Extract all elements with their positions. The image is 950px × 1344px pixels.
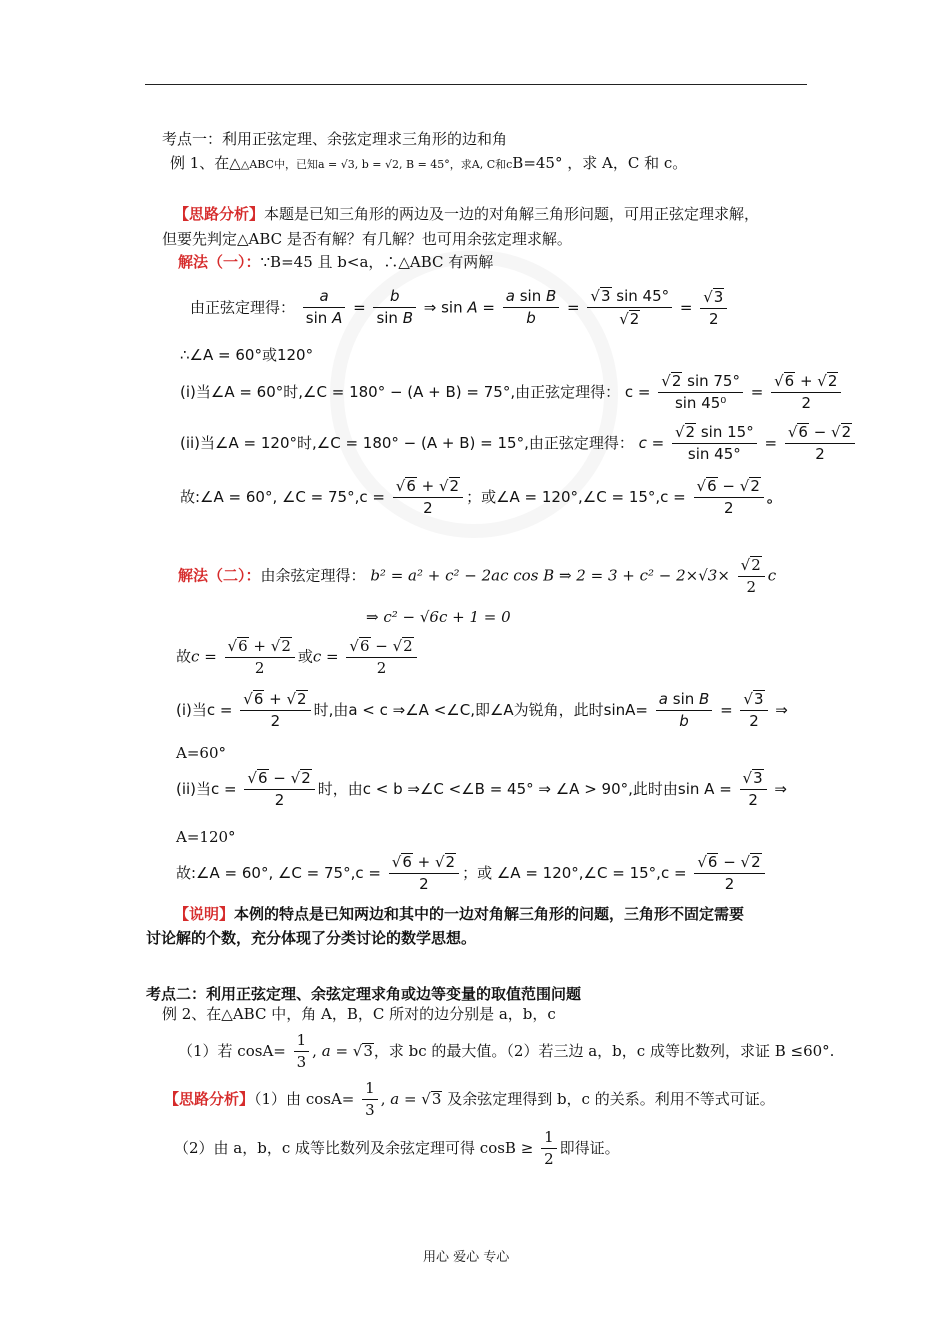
header-rule	[145, 84, 807, 85]
m2-conclusion-mid: ；或 ∠A = 120°,∠C = 15°,c =	[462, 863, 687, 882]
analysis2-line2: （2）由 a，b，c 成等比数列及余弦定理可得 cosB ≥ $\frac{1}{2}$ 即得证。	[174, 1128, 620, 1169]
note-text1: 本例的特点是已知两边和其中的一边对角解三角形的问题，三角形不固定需要	[234, 905, 745, 923]
page-footer: 用心 爱心 专心	[423, 1250, 510, 1265]
m2-case1-mid: 时,由a < c ⇒∠A <∠C,即∠A为锐角，此时sinA=	[313, 700, 648, 719]
m2-case1: (i)当c = $\frac{√6 + √2}{2}$ 时,由a < c ⇒∠A <∠C,即∠A为锐角，此时sinA= $\frac{\text{a sin B}}{b}$ = $\frac{√3}{2}$ ⇒	[176, 689, 788, 731]
method2-solutions: 故c = $\frac{√6 + √2}{2}$ 或c = $\frac{√6 - √2}{2}$	[176, 637, 420, 678]
m2-case1-result: A=60°	[176, 744, 226, 762]
method2-label: 解法（二）：	[178, 566, 261, 585]
method2-eq2: ⇒ c² − √6c + 1 = 0	[366, 608, 511, 626]
sine-law-prefix: 由正弦定理得：	[190, 298, 296, 317]
analysis2b-tail: 即得证。	[559, 1138, 620, 1157]
analysis1-line2: 但要先判定△ABC 是否有解？有几解？也可用余弦定理求解。	[162, 230, 572, 248]
case1-prefix: (i)当∠A = 60°时,∠C = 180° − (A + B) = 75°,由正弦定理得：	[180, 382, 621, 401]
example1-tail: B=45° ，求 A，C 和 c。	[512, 154, 688, 172]
analysis2-prefix: （1）由 cosA=	[254, 1089, 355, 1108]
section2-title: 考点二：利用正弦定理、余弦定理求角或边等变量的取值范围问题	[146, 985, 582, 1003]
m1-conclusion-prefix: 故:∠A = 60°, ∠C = 75°,c =	[180, 487, 385, 506]
method2-conclusion: 故:∠A = 60°, ∠C = 75°,c = $\frac{√6 + √2}{2}$ ；或 ∠A = 120°,∠C = 15°,c = $\frac{√6 - √2}{2}$	[176, 853, 768, 894]
m2-case2: (ii)当c = $\frac{√6 - √2}{2}$ 时，由c < b ⇒∠C <∠B = 45° ⇒ ∠A > 90°,此时由sin A = $\frac{√3}{2}$ ⇒	[176, 769, 787, 810]
case1-line: (i)当∠A = 60°时,∠C = 180° − (A + B) = 75°,由正弦定理得： c = $\frac{√2 \sin 75^\circ}{\text{sin 45⁰}}$ = $\frac{√6 + √2}{2}$	[180, 372, 844, 413]
method2-eq1: 解法（二）：由余弦定理得： b² = a² + c² − 2ac cos B ⇒ 2 = 3 + c² − 2×√3× $\frac{√2}{2}$ c	[178, 556, 777, 597]
m2-sol-prefix: 故	[176, 647, 192, 666]
example1-inline: △ABC中，已知a = √3, b = √2, B = 45°，求A, C和c	[240, 158, 513, 171]
example1-label: 例 1、在△	[170, 154, 241, 172]
case2-line: (ii)当∠A = 120°时,∠C = 180° − (A + B) = 15°,由正弦定理得： c = $\frac{√2 \sin 15^\circ}{\sin 45^\circ}$ = $\frac{√6 - √2}{2}$	[180, 423, 858, 464]
analysis2-label: 【思路分析】	[164, 1089, 255, 1108]
m2-case2-result: A=120°	[176, 828, 236, 846]
section1-title: 考点一：利用正弦定理、余弦定理求三角形的边和角	[162, 130, 508, 148]
m2-case2-prefix: (ii)当c =	[176, 779, 237, 798]
example2-q1: （1）若 cosA= $\frac{1}{3}$ , a = √3，求 bc 的最大值。（2）若三边 a，b，c 成等比数列，求证 B ≤60°.	[178, 1031, 835, 1072]
case2-prefix: (ii)当∠A = 120°时,∠C = 180° − (A + B) = 15°,由正弦定理得：	[180, 433, 634, 452]
note-label: 【说明】	[174, 905, 235, 923]
example2: 例 2、在△ABC 中，角 A，B，C 所对的边分别是 a，b，c	[162, 1005, 556, 1023]
method1-header	[178, 255, 493, 270]
analysis1-text1: 本题是已知三角形的两边及一边的对角解三角形问题，可用正弦定理求解，	[264, 205, 760, 223]
m2-case1-prefix: (i)当c =	[176, 700, 233, 719]
note-line1	[174, 907, 744, 922]
sine-law-equation: 由正弦定理得： $\frac{a}{\text{sin A}}$ = $\frac{b}{\text{sin B}}$ ⇒ sin A = $\frac{\text{a sin B}}{b}$ = $\frac{√3 \sin 45^\circ}{√2}$ = $\frac{√3}{2}$	[190, 287, 730, 329]
method2-eq1-text: b² = a² + c² − 2ac cos B ⇒ 2 = 3 + c² − 2×√3×	[370, 566, 730, 585]
method1-conclusion: 故:∠A = 60°, ∠C = 75°,c = $\frac{√6 + √2}{2}$ ；或∠A = 120°,∠C = 15°,c = $\frac{√6 - √2}{2}$ 。	[180, 477, 782, 518]
analysis1-line1	[174, 207, 759, 222]
q1-prefix: （1）若 cosA=	[178, 1041, 286, 1060]
method1-label: 解法（一）：	[178, 253, 261, 271]
method2-text: 由余弦定理得：	[260, 566, 366, 585]
analysis1-label: 【思路分析】	[174, 205, 265, 223]
analysis2b-prefix: （2）由 a，b，c 成等比数列及余弦定理可得 cosB ≥	[174, 1138, 534, 1157]
analysis2-tail: 及余弦定理得到 b，c 的关系。利用不等式可证。	[447, 1089, 775, 1108]
m1-conclusion-mid: ；或∠A = 120°,∠C = 15°,c =	[466, 487, 686, 506]
analysis2-line1: 【思路分析】（1）由 cosA= $\frac{1}{3}$ , a = √3 及余弦定理得到 b，c 的关系。利用不等式可证。	[164, 1079, 775, 1120]
note-line2: 讨论解的个数，充分体现了分类讨论的数学思想。	[146, 929, 477, 947]
m2-conclusion-prefix: 故:∠A = 60°, ∠C = 75°,c =	[176, 863, 381, 882]
q1-mid: ，求 bc 的最大值。（2）若三边 a，b，c 成等比数列，求证 B ≤60°.	[373, 1041, 835, 1060]
m2-sol-or: 或	[297, 647, 313, 666]
angle-result: ∴∠A = 60°或120°	[180, 346, 314, 364]
m1-end: 。	[766, 487, 782, 506]
m2-case2-mid: 时，由c < b ⇒∠C <∠B = 45° ⇒ ∠A > 90°,此时由sin A =	[317, 779, 732, 798]
method1-text: ∵B=45 且 b<a，∴△ABC 有两解	[260, 253, 494, 271]
example1	[170, 156, 687, 171]
